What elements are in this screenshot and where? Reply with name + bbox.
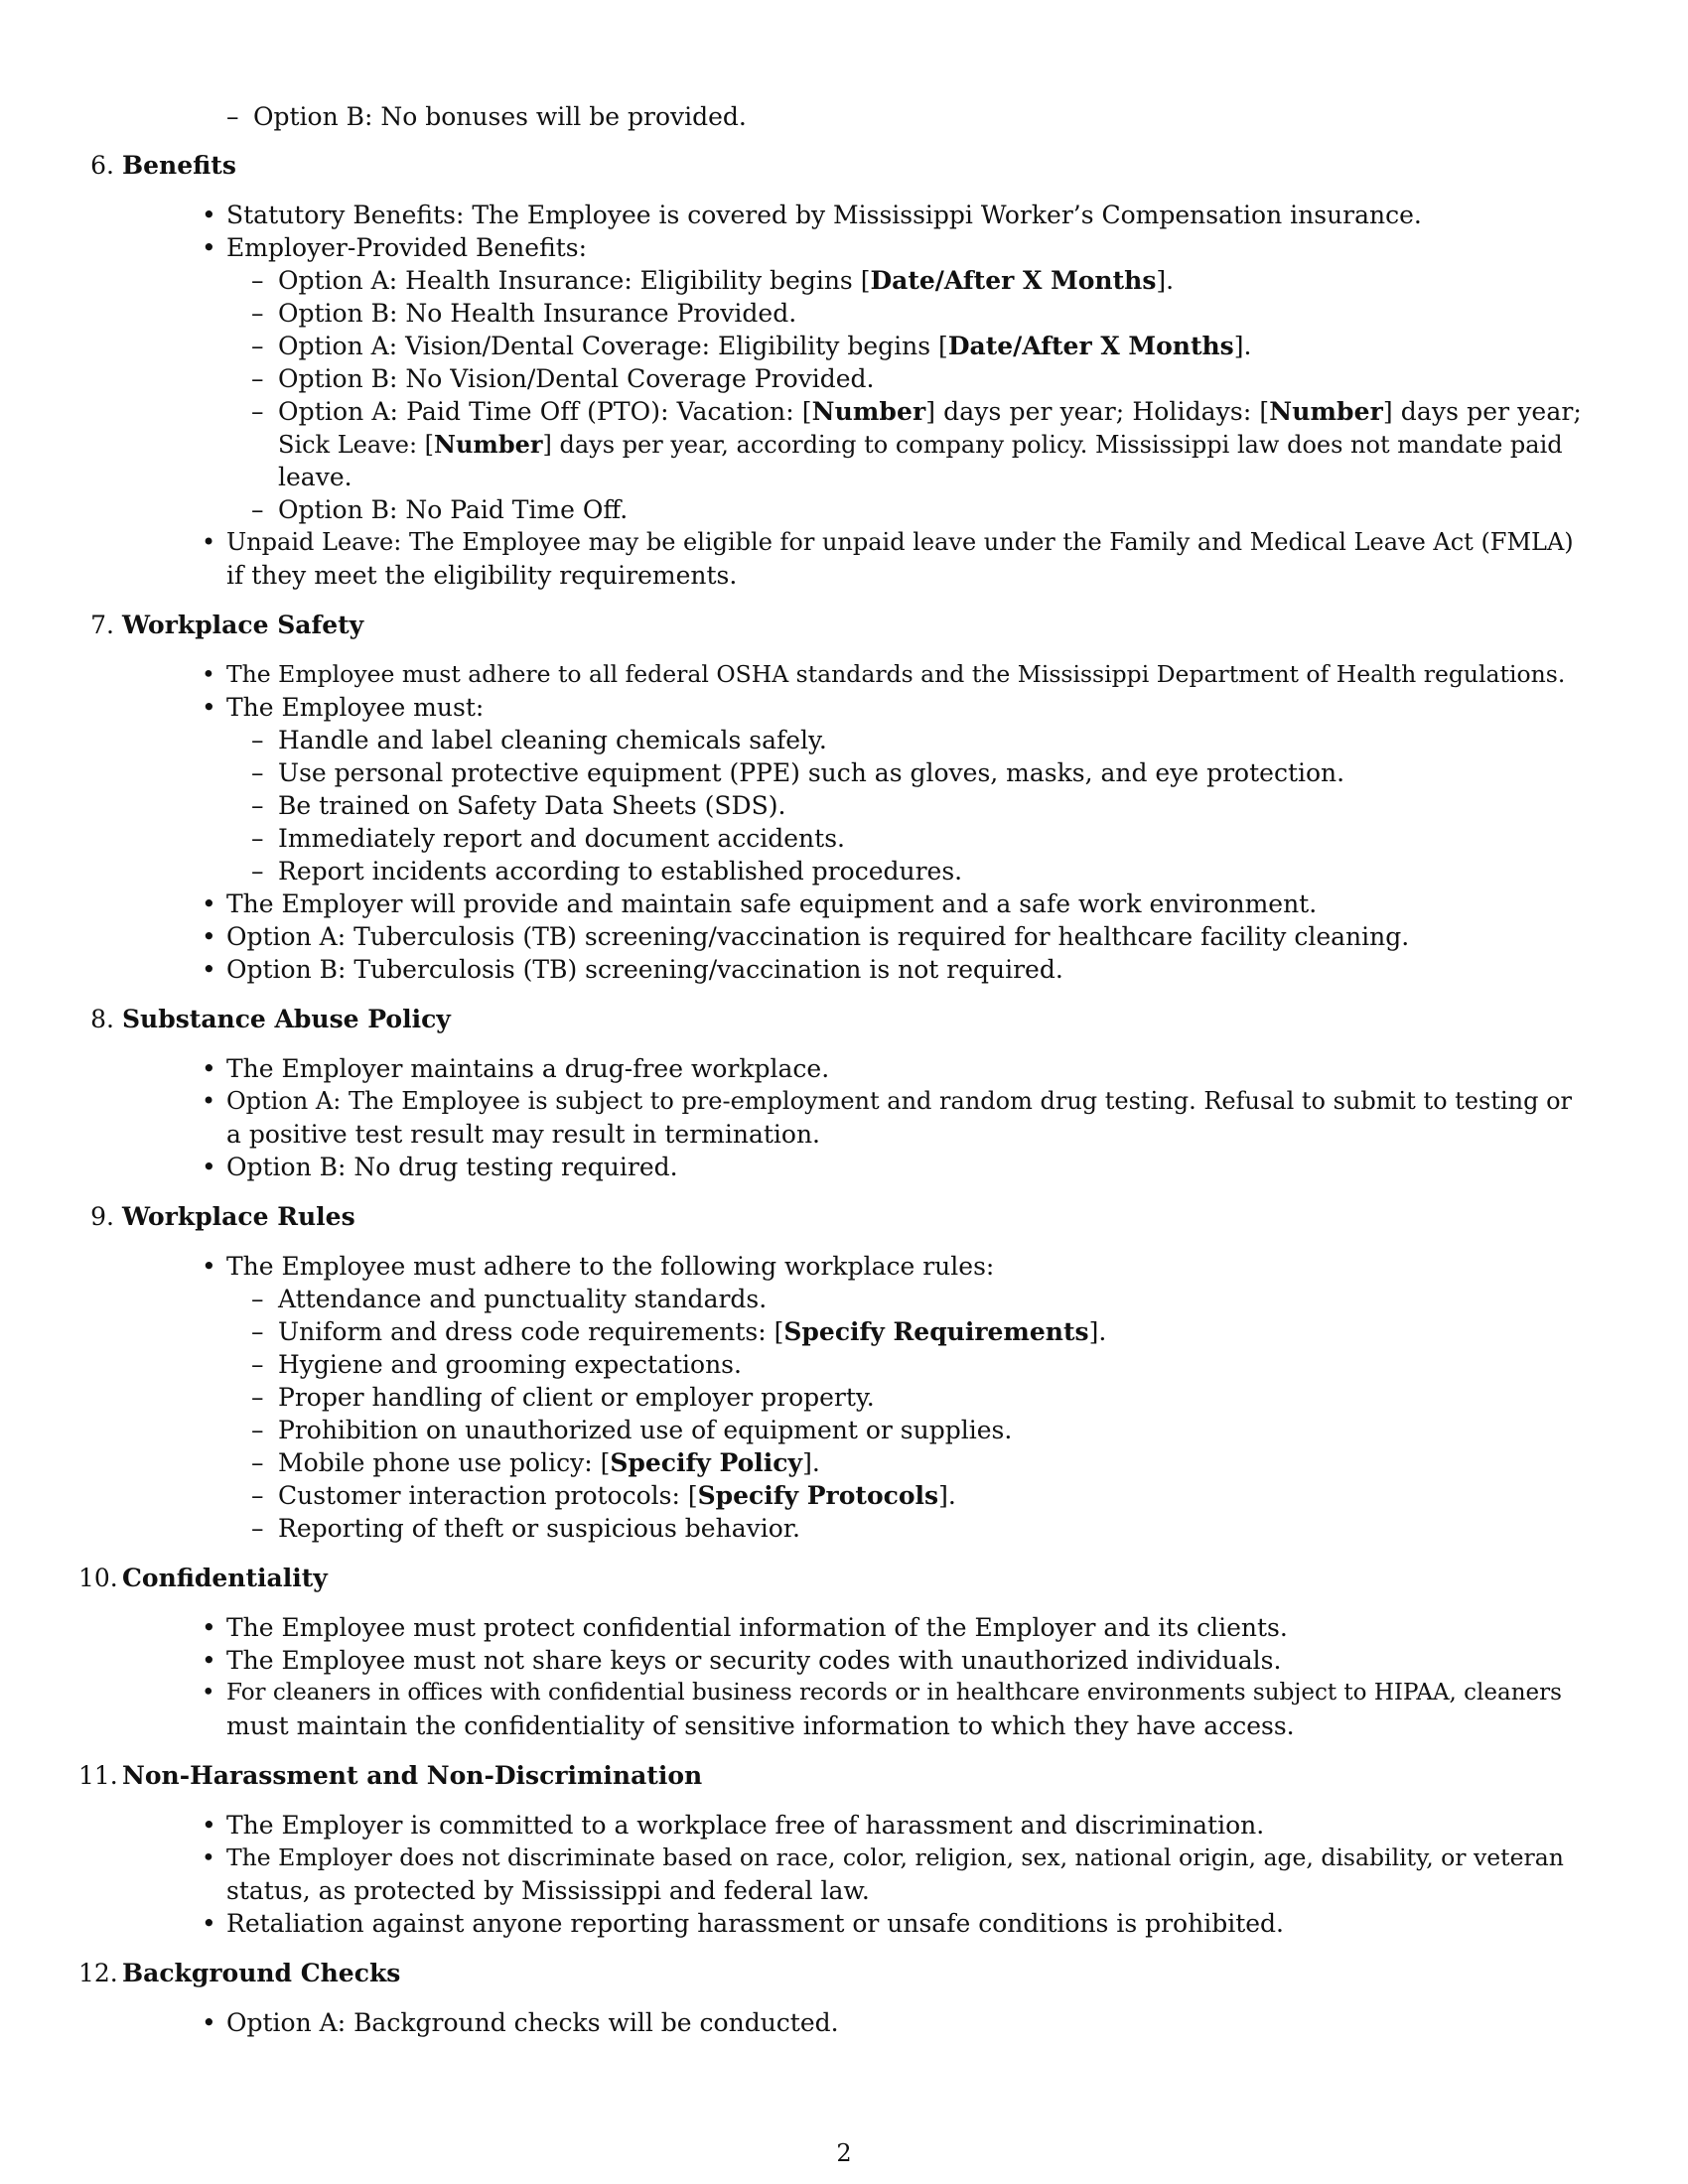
list-item: • Option B: No drug testing required. bbox=[202, 1153, 678, 1181]
list-item: – Reporting of theft or suspicious behavior. bbox=[251, 1514, 800, 1543]
list-item-continuation: a positive test result may result in termination. bbox=[226, 1120, 820, 1149]
list-item: – Be trained on Safety Data Sheets (SDS). bbox=[251, 791, 786, 820]
list-item: – Handle and label cleaning chemicals safely. bbox=[251, 726, 827, 754]
list-item: • The Employee must: bbox=[202, 693, 485, 722]
list-item-continuation: if they meet the eligibility requirements. bbox=[226, 561, 738, 590]
list-item: – Attendance and punctuality standards. bbox=[251, 1285, 768, 1313]
list-item-continuation: Sick Leave: [Number] days per year, according to company policy. Mississippi law does not mandate paid bbox=[278, 430, 1563, 459]
list-item: – Customer interaction protocols: [Specify Protocols]. bbox=[251, 1481, 956, 1510]
list-item: – Option B: No Vision/Dental Coverage Provided. bbox=[251, 364, 875, 393]
list-item: – Option B: No bonuses will be provided. bbox=[226, 102, 747, 131]
list-item: • Option B: Tuberculosis (TB) screening/vaccination is not required. bbox=[202, 955, 1063, 984]
section-heading-background-checks: 12. Background Checks bbox=[78, 1959, 401, 1987]
list-item-continuation: leave. bbox=[278, 463, 352, 491]
list-item: – Proper handling of client or employer property. bbox=[251, 1383, 875, 1412]
list-item: • Option A: The Employee is subject to pre-employment and random drug testing. Refusal to submit to testing or bbox=[202, 1087, 1573, 1115]
list-item: • The Employee must protect confidential information of the Employer and its clients. bbox=[202, 1613, 1288, 1642]
list-item: • Retaliation against anyone reporting harassment or unsafe conditions is prohibited. bbox=[202, 1909, 1284, 1938]
section-heading-benefits: 6. Benefits bbox=[90, 151, 236, 180]
list-item: • The Employer is committed to a workplace free of harassment and discrimination. bbox=[202, 1811, 1265, 1840]
list-item: – Use personal protective equipment (PPE) such as gloves, masks, and eye protection. bbox=[251, 758, 1345, 787]
list-item: – Option A: Health Insurance: Eligibility begins [Date/After X Months]. bbox=[251, 266, 1175, 295]
list-item: • Unpaid Leave: The Employee may be eligible for unpaid leave under the Family and Medical Leave Act (FMLA) bbox=[202, 528, 1574, 556]
list-item: • Option A: Background checks will be conducted. bbox=[202, 2008, 839, 2037]
list-item: – Prohibition on unauthorized use of equipment or supplies. bbox=[251, 1416, 1013, 1444]
list-item: • Employer-Provided Benefits: bbox=[202, 233, 588, 262]
list-item: – Hygiene and grooming expectations. bbox=[251, 1350, 742, 1379]
list-item: • The Employee must not share keys or security codes with unauthorized individuals. bbox=[202, 1646, 1282, 1675]
list-item: – Option B: No Paid Time Off. bbox=[251, 495, 629, 524]
list-item: • The Employee must adhere to all federal OSHA standards and the Mississippi Department of Health regulations. bbox=[202, 660, 1566, 688]
list-item: – Uniform and dress code requirements: [Specify Requirements]. bbox=[251, 1317, 1107, 1346]
list-item: • The Employer will provide and maintain safe equipment and a safe work environment. bbox=[202, 889, 1318, 918]
list-item: – Immediately report and document accidents. bbox=[251, 824, 845, 853]
section-heading-substance-abuse-policy: 8. Substance Abuse Policy bbox=[90, 1005, 451, 1033]
list-item: – Option A: Paid Time Off (PTO): Vacation: [Number] days per year; Holidays: [Number] days per year; bbox=[251, 397, 1582, 426]
list-item: – Option B: No Health Insurance Provided. bbox=[251, 299, 797, 328]
section-heading-confidentiality: 10. Confidentiality bbox=[78, 1564, 328, 1592]
section-heading-non-harassment: 11. Non-Harassment and Non-Discrimination bbox=[78, 1761, 703, 1790]
list-item: • The Employee must adhere to the following workplace rules: bbox=[202, 1252, 995, 1281]
section-heading-workplace-safety: 7. Workplace Safety bbox=[90, 611, 364, 639]
page-number: 2 bbox=[836, 2139, 852, 2167]
list-item: • Statutory Benefits: The Employee is covered by Mississippi Worker’s Compensation insurance. bbox=[202, 201, 1422, 229]
list-item: • The Employer maintains a drug-free workplace. bbox=[202, 1054, 830, 1083]
list-item: – Option A: Vision/Dental Coverage: Eligibility begins [Date/After X Months]. bbox=[251, 332, 1252, 360]
list-item: – Mobile phone use policy: [Specify Policy]. bbox=[251, 1448, 820, 1477]
list-item: • Option A: Tuberculosis (TB) screening/vaccination is required for healthcare facility cleaning. bbox=[202, 922, 1410, 951]
section-heading-workplace-rules: 9. Workplace Rules bbox=[90, 1202, 355, 1231]
list-item-continuation: status, as protected by Mississippi and federal law. bbox=[226, 1876, 870, 1905]
list-item: • For cleaners in offices with confidential business records or in healthcare environments subject to HIPAA, cleaners bbox=[202, 1680, 1562, 1706]
list-item-continuation: must maintain the confidentiality of sensitive information to which they have access. bbox=[226, 1711, 1295, 1740]
list-item: • The Employer does not discriminate based on race, color, religion, sex, national origin, age, disability, or veteran bbox=[202, 1843, 1564, 1871]
list-item: – Report incidents according to established procedures. bbox=[251, 857, 963, 886]
